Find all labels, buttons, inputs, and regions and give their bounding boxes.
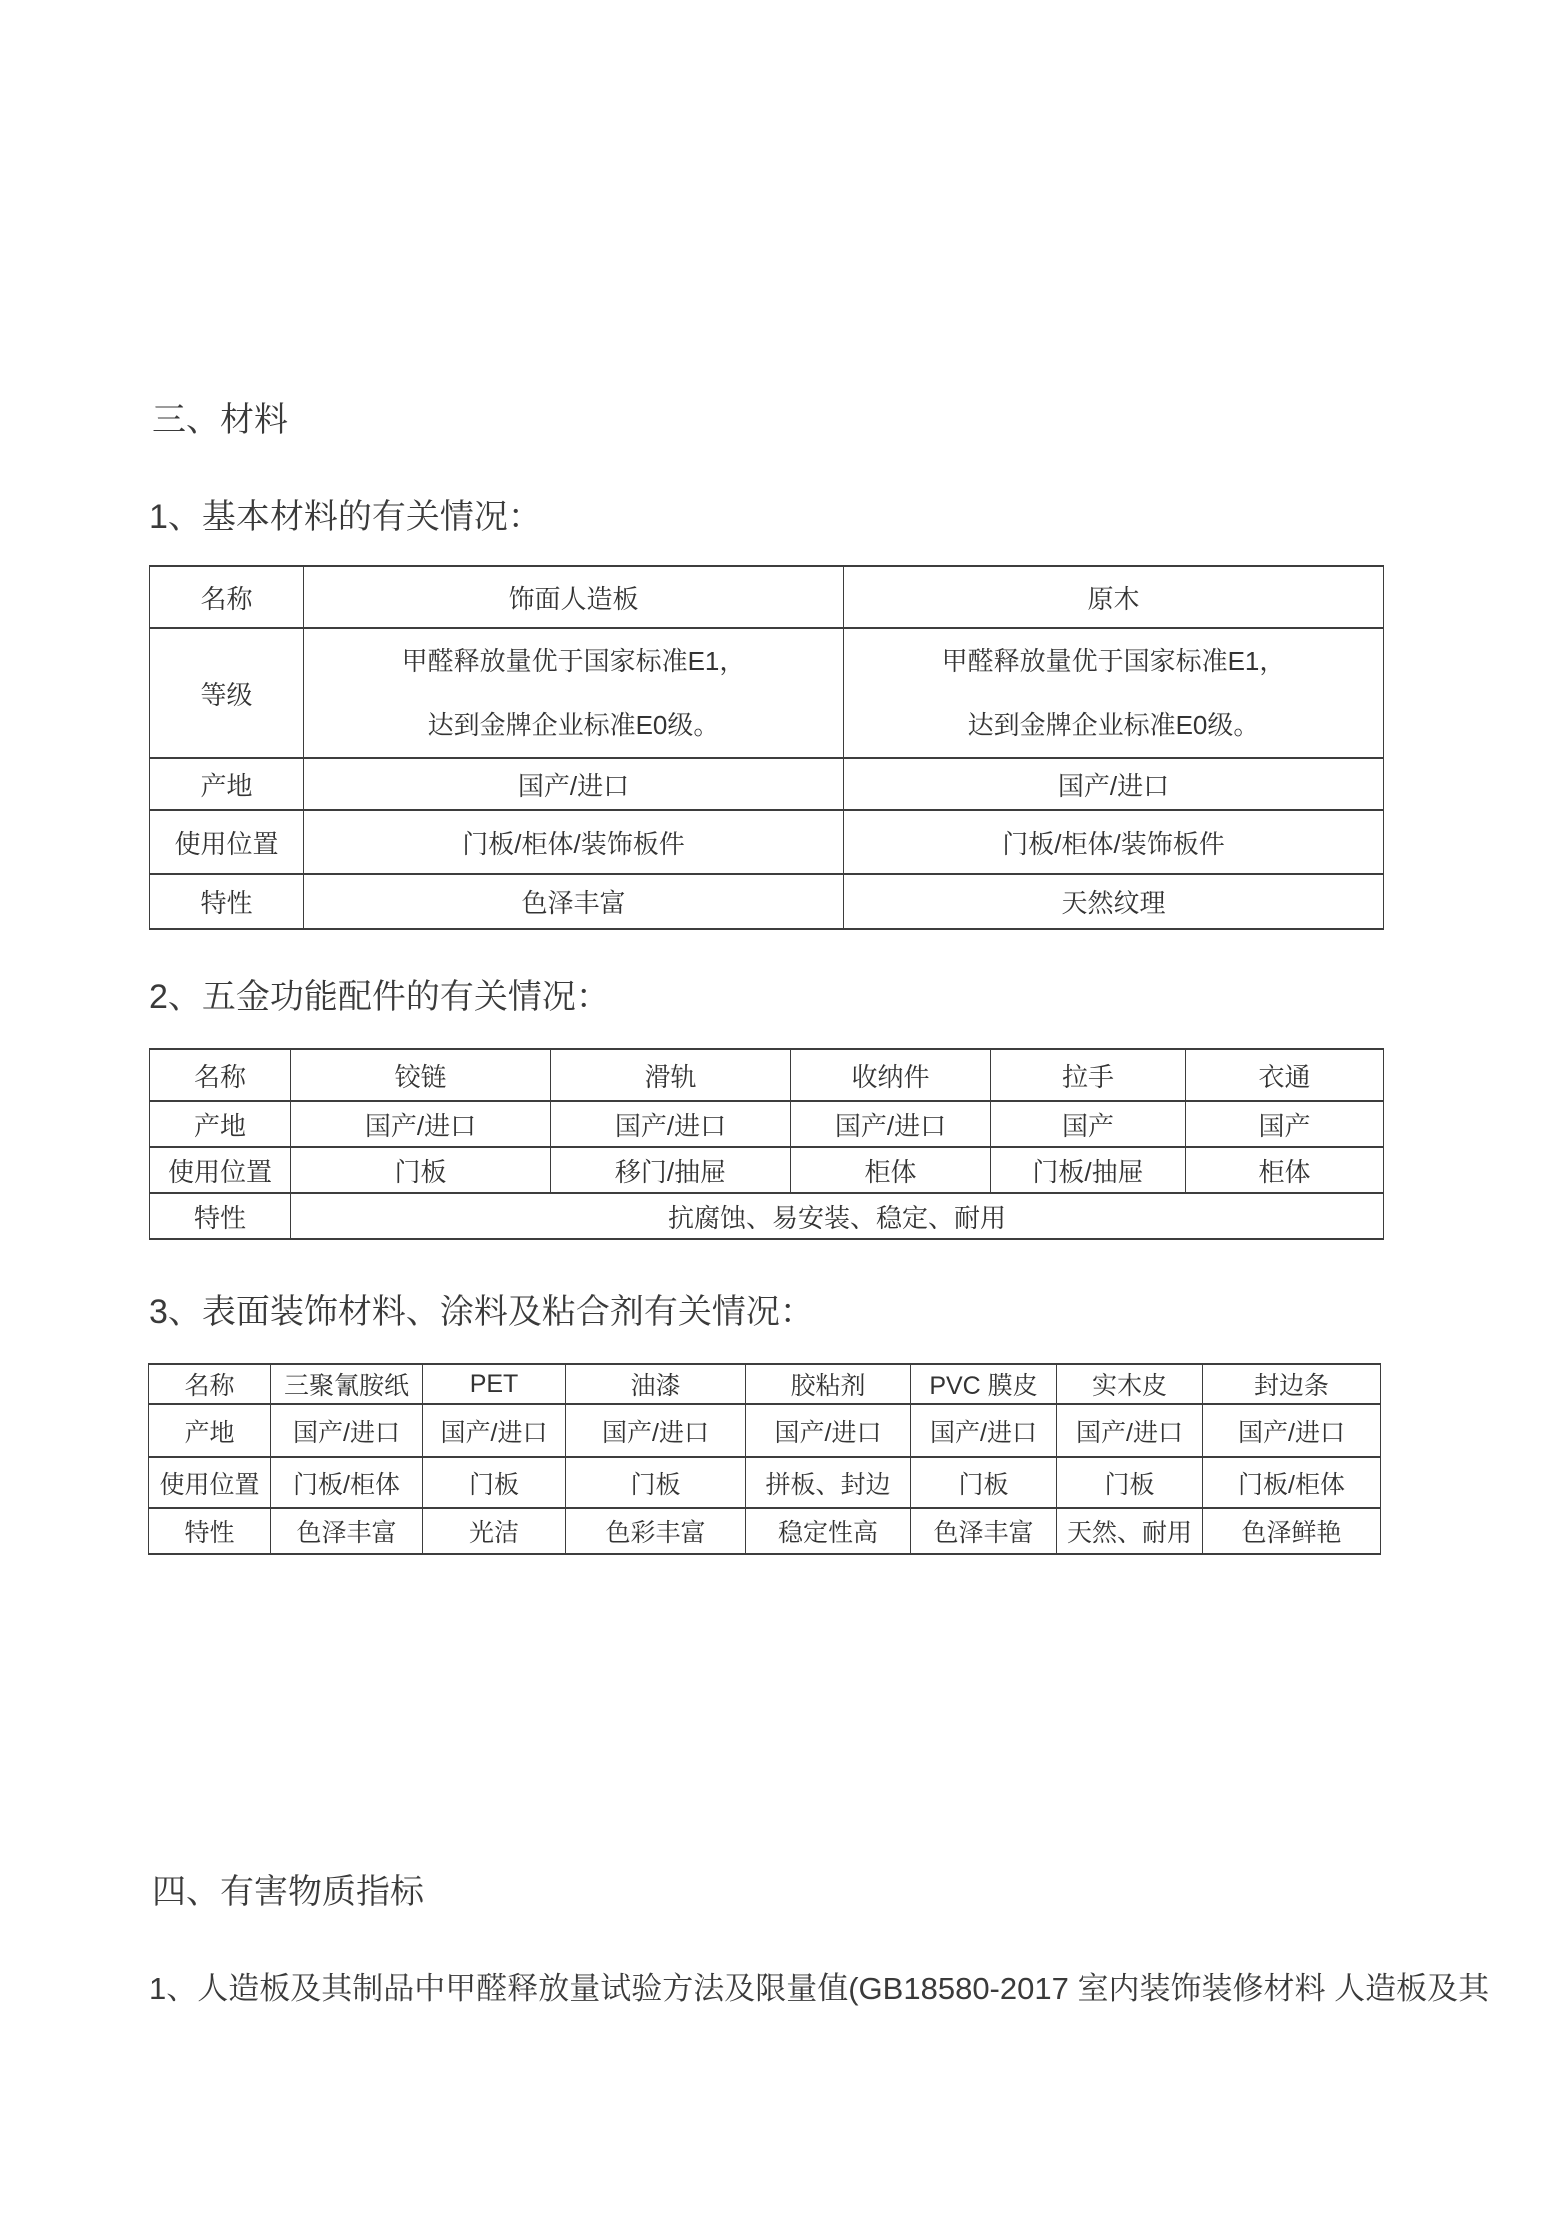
table-cell: 门板	[1057, 1457, 1203, 1508]
table-cell: 铰链	[291, 1049, 551, 1101]
table-cell: 国产/进口	[566, 1404, 746, 1457]
table-cell: PET	[423, 1364, 566, 1404]
row-label: 名称	[150, 566, 304, 628]
table-cell: 门板/柜体	[271, 1457, 423, 1508]
table-cell: 拼板、封边	[746, 1457, 911, 1508]
formaldehyde-standard-paragraph: 1、人造板及其制品中甲醛释放量试验方法及限量值(GB18580-2017 室内装饰装修材料 人造板及其	[149, 1971, 1490, 2006]
grade-line-1: 甲醛释放量优于国家标准E1，	[941, 646, 1286, 676]
table-cell: 门板/抽屉	[991, 1147, 1186, 1193]
table-cell: 国产/进口	[1057, 1404, 1203, 1457]
table-cell: 移门/抽屉	[551, 1147, 791, 1193]
table-cell: 封边条	[1203, 1364, 1381, 1404]
hardware-accessories-table	[149, 1048, 1384, 1240]
table-row	[150, 1147, 1384, 1193]
table-cell: 国产/进口	[551, 1101, 791, 1147]
table-cell: 门板	[291, 1147, 551, 1193]
table-row	[149, 1508, 1381, 1554]
row-label: 等级	[150, 628, 304, 758]
table-cell: 色彩丰富	[566, 1508, 746, 1554]
table-cell: 三聚氰胺纸	[271, 1364, 423, 1404]
grade-line-2: 达到金牌企业标准E0级。	[427, 710, 720, 740]
row-label: 名称	[149, 1364, 271, 1404]
row-label: 使用位置	[149, 1457, 271, 1508]
table-cell: 天然、耐用	[1057, 1508, 1203, 1554]
table-cell	[844, 628, 1384, 758]
table-cell: 稳定性高	[746, 1508, 911, 1554]
table-cell: 油漆	[566, 1364, 746, 1404]
table-cell: 柜体	[1186, 1147, 1384, 1193]
table-cell: 色泽丰富	[304, 874, 844, 929]
surface-materials-table	[148, 1363, 1381, 1555]
subsection-title-basic-materials: 1、基本材料的有关情况：	[149, 498, 542, 536]
table-cell: 柜体	[791, 1147, 991, 1193]
row-label: 使用位置	[150, 810, 304, 874]
table-cell: 色泽鲜艳	[1203, 1508, 1381, 1554]
table-row	[150, 566, 1384, 628]
table-row	[149, 1364, 1381, 1404]
table-cell: 实木皮	[1057, 1364, 1203, 1404]
table-row	[150, 1049, 1384, 1101]
section-title-hazardous-substances: 四、有害物质指标	[152, 1873, 424, 1911]
table-cell: 国产	[991, 1101, 1186, 1147]
table-row	[150, 628, 1384, 758]
table-cell: 色泽丰富	[271, 1508, 423, 1554]
basic-materials-table	[149, 565, 1384, 930]
table-cell: 国产/进口	[844, 758, 1384, 810]
table-cell: 门板	[423, 1457, 566, 1508]
table-cell: 门板/柜体/装饰板件	[844, 810, 1384, 874]
table-cell: 国产/进口	[746, 1404, 911, 1457]
table-cell: 国产/进口	[291, 1101, 551, 1147]
table-cell: 门板/柜体/装饰板件	[304, 810, 844, 874]
row-label: 特性	[150, 1193, 291, 1239]
row-label: 产地	[149, 1404, 271, 1457]
table-row	[149, 1404, 1381, 1457]
table-cell-merged: 抗腐蚀、易安装、稳定、耐用	[291, 1193, 1384, 1239]
table-row	[149, 1457, 1381, 1508]
table-cell: 门板/柜体	[1203, 1457, 1381, 1508]
table-cell: 饰面人造板	[304, 566, 844, 628]
row-label: 特性	[149, 1508, 271, 1554]
table-cell: 门板	[911, 1457, 1057, 1508]
table-cell: 国产/进口	[911, 1404, 1057, 1457]
table-cell: 国产/进口	[304, 758, 844, 810]
subsection-title-surface-materials: 3、表面装饰材料、涂料及粘合剂有关情况：	[149, 1293, 814, 1331]
table-row	[150, 758, 1384, 810]
table-row	[150, 1101, 1384, 1147]
table-cell: 原木	[844, 566, 1384, 628]
row-label: 特性	[150, 874, 304, 929]
section-title-materials: 三、材料	[152, 401, 288, 439]
table-cell: 胶粘剂	[746, 1364, 911, 1404]
table-cell: 国产/进口	[271, 1404, 423, 1457]
table-cell: PVC 膜皮	[911, 1364, 1057, 1404]
table-cell: 色泽丰富	[911, 1508, 1057, 1554]
table-cell: 衣通	[1186, 1049, 1384, 1101]
table-row	[150, 810, 1384, 874]
table-cell: 国产/进口	[791, 1101, 991, 1147]
grade-line-2: 达到金牌企业标准E0级。	[967, 710, 1260, 740]
row-label: 名称	[150, 1049, 291, 1101]
table-cell: 天然纹理	[844, 874, 1384, 929]
subsection-title-hardware: 2、五金功能配件的有关情况：	[149, 978, 610, 1016]
row-label: 产地	[150, 758, 304, 810]
table-row	[150, 1193, 1384, 1239]
table-cell: 收纳件	[791, 1049, 991, 1101]
table-cell: 滑轨	[551, 1049, 791, 1101]
table-cell: 门板	[566, 1457, 746, 1508]
table-row	[150, 874, 1384, 929]
table-cell: 拉手	[991, 1049, 1186, 1101]
table-cell: 光洁	[423, 1508, 566, 1554]
grade-line-1: 甲醛释放量优于国家标准E1，	[401, 646, 746, 676]
table-cell: 国产/进口	[423, 1404, 566, 1457]
table-cell: 国产	[1186, 1101, 1384, 1147]
table-cell: 国产/进口	[1203, 1404, 1381, 1457]
row-label: 使用位置	[150, 1147, 291, 1193]
table-cell	[304, 628, 844, 758]
row-label: 产地	[150, 1101, 291, 1147]
